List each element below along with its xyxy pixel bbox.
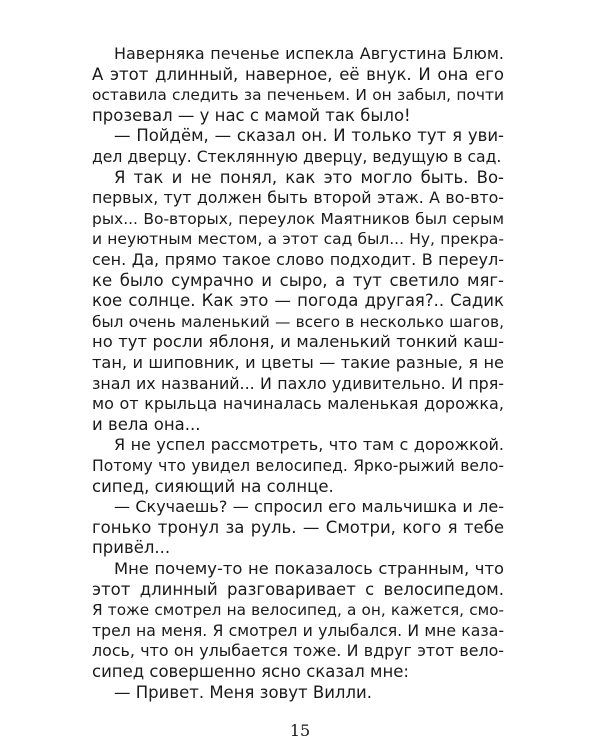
- text-line: но тут росли яблоня, и маленький тонкий каш-: [92, 332, 504, 352]
- text-line: Я так и не понял, как это могло быть. Во-: [114, 167, 504, 187]
- text-line: знал их названий... И пахло удивительно. И пря-: [92, 373, 504, 393]
- text-line: сен. Да, прямо такое слово подходит. В переул-: [92, 250, 504, 269]
- text-line: Наверняка печенье испекла Августина Блюм.: [114, 44, 504, 63]
- text-line: — Привет. Меня зовут Вилли.: [114, 682, 372, 702]
- text-line: был очень маленький — всего в несколько шагов,: [92, 312, 504, 331]
- text-line: прозевал — у нас с мамой так было!: [92, 105, 411, 125]
- text-line: Я не успел рассмотреть, что там с дорожкой.: [114, 435, 504, 455]
- text-line: Мне почему-то не показалось странным, что: [114, 559, 504, 578]
- text-line: первых, тут должен быть второй этаж. А во-вто-: [92, 188, 504, 208]
- text-line: рых... Во-вторых, переулок Маятников был серым: [92, 209, 504, 228]
- text-line: сипед, сияющий на солнце.: [92, 476, 334, 496]
- text-line: ке было сумрачно и сыро, а тут светило мяг-: [92, 270, 504, 290]
- text-line: привёл...: [92, 538, 171, 558]
- text-line: А этот длинный, наверное, её внук. И она его: [92, 64, 504, 84]
- text-line: и неуютным местом, а этот сад был... Ну, прекра-: [92, 230, 504, 249]
- text-line: Потому что увидел велосипед. Ярко-рыжий вело-: [92, 457, 504, 475]
- text-line: кое солнце. Как это — погода другая?.. Садик: [92, 291, 504, 311]
- text-line: гонько тронул за руль. — Смотри, кого я тебе: [92, 517, 504, 537]
- text-line: — Пойдём, — сказал он. И только тут я уви-: [114, 126, 504, 146]
- text-line: тан, и шиповник, и цветы — такие разные, я не: [92, 353, 504, 372]
- text-line: лось, что он улыбается тоже. И вдруг этот вело-: [92, 641, 504, 661]
- text-line: мо от крыльца начиналась маленькая дорожка,: [92, 394, 504, 414]
- text-line: и вела она...: [92, 414, 201, 434]
- text-line: трел на меня. Я смотрел и улыбался. И мне каза-: [92, 620, 504, 640]
- text-line: оставила следить за печеньем. И он забыл, почти: [92, 86, 504, 105]
- text-line: — Скучаешь? — спросил его мальчишка и ле-: [114, 497, 504, 517]
- text-line: дел дверцу. Стеклянную дверцу, ведущую в сад.: [92, 147, 502, 166]
- text-line: Я тоже смотрел на велосипед, а он, кажется, смо-: [92, 601, 504, 620]
- page-number: 15: [289, 721, 311, 741]
- text-line: сипед совершенно ясно сказал мне:: [92, 662, 409, 681]
- text-line: этот длинный разговаривает с велосипедом.: [92, 579, 504, 599]
